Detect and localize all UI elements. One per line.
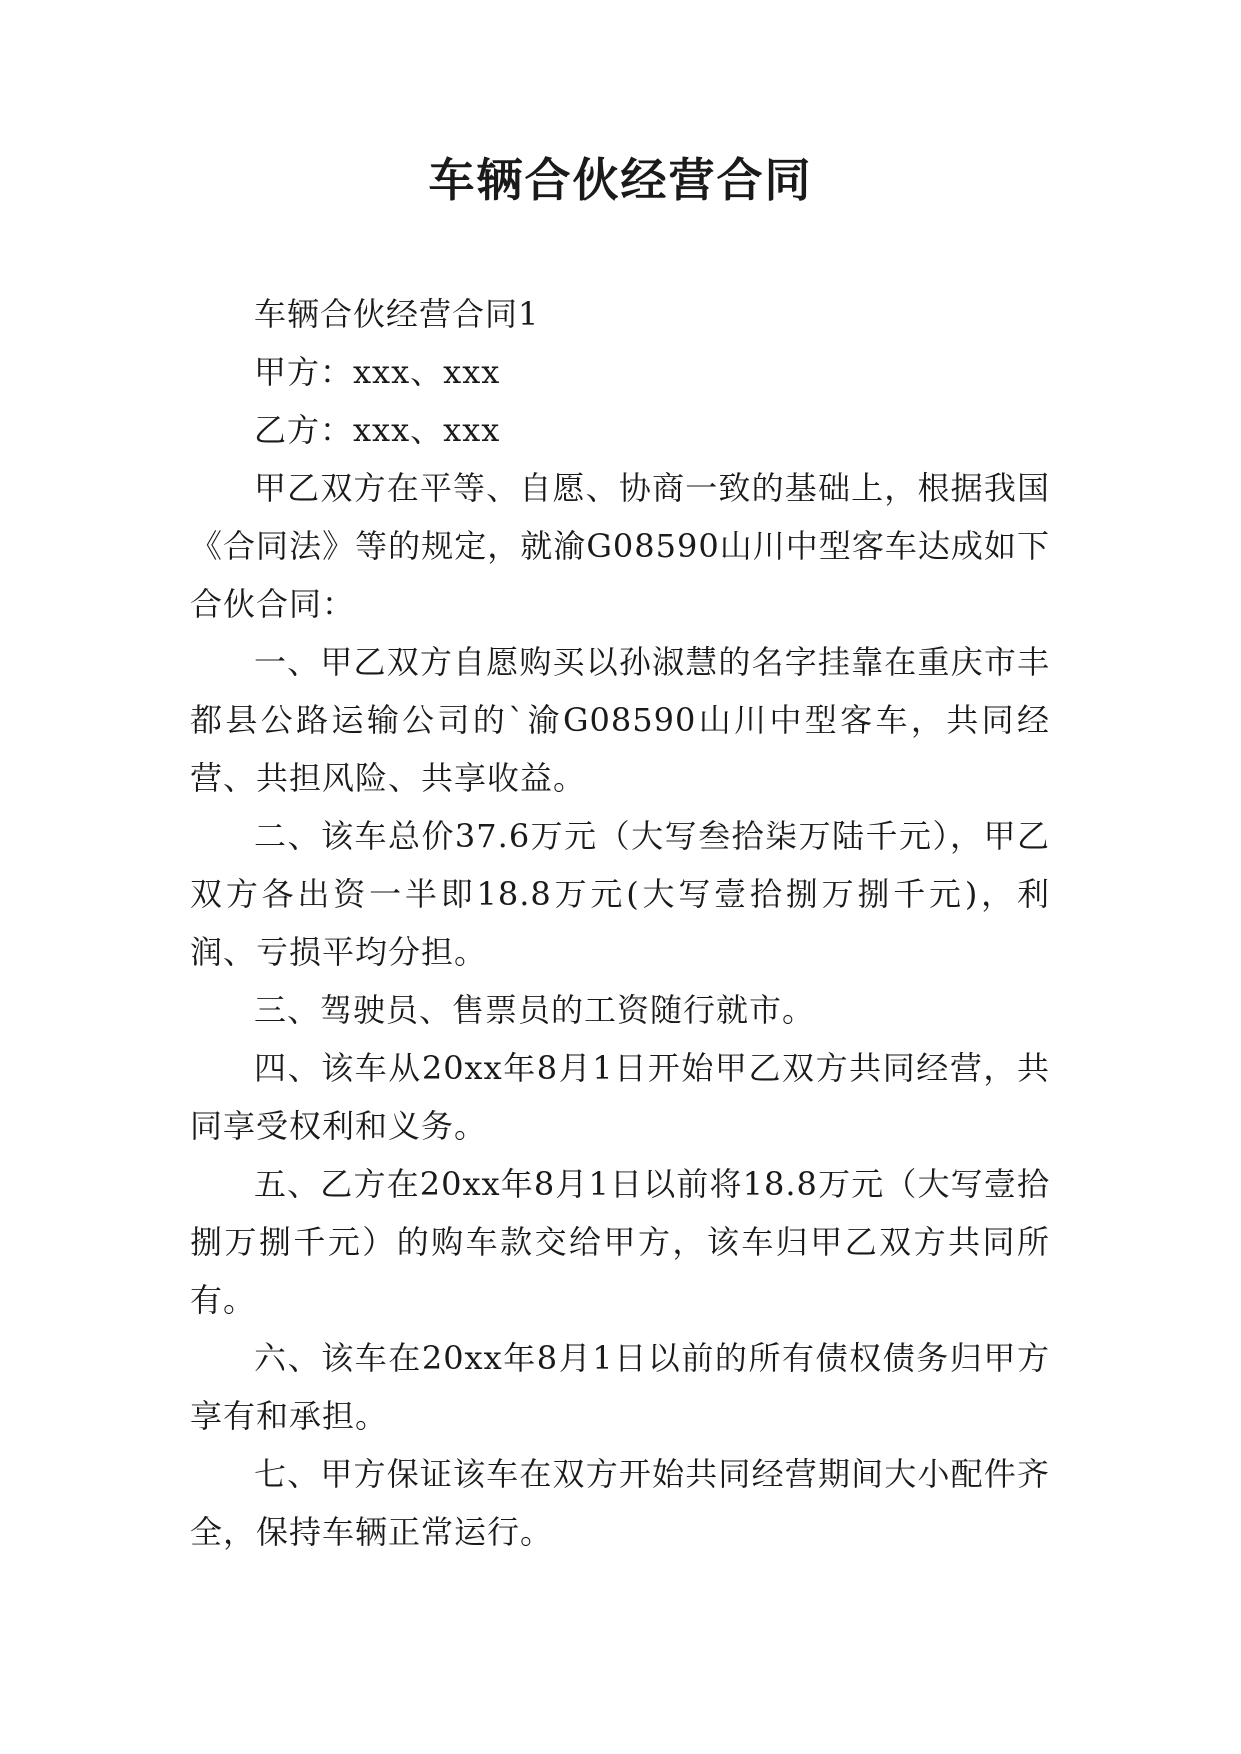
contract-subtitle: 车辆合伙经营合同1 (254, 295, 540, 333)
preamble-paragraph: 甲乙双方在平等、自愿、协商一致的基础上，根据我国《合同法》等的规定，就渝G08590山川中型客车达成如下合伙合同： (190, 469, 1050, 623)
party-a-line: 甲方：xxx、xxx (254, 353, 501, 391)
clause-4: 四、该车从20xx年8月1日开始甲乙双方共同经营，共同享受权利和义务。 (190, 1049, 1050, 1145)
document-title: 车辆合伙经营合同 (428, 153, 813, 207)
clause-6: 六、该车在20xx年8月1日以前的所有债权债务归甲方享有和承担。 (190, 1339, 1050, 1435)
clause-5: 五、乙方在20xx年8月1日以前将18.8万元（大写壹拾捌万捌千元）的购车款交给甲方，该车归甲乙双方共同所有。 (190, 1165, 1050, 1319)
clause-3: 三、驾驶员、售票员的工资随行就市。 (254, 991, 816, 1029)
clause-2: 二、该车总价37.6万元（大写叁拾柒万陆千元），甲乙双方各出资一半即18.8万元(大写壹拾捌万捌千元)，利润、亏损平均分担。 (190, 817, 1050, 971)
clause-1: 一、甲乙双方自愿购买以孙淑慧的名字挂靠在重庆市丰都县公路运输公司的`渝G08590山川中型客车，共同经营、共担风险、共享收益。 (190, 643, 1050, 797)
document-body (190, 285, 1050, 1561)
party-b-line: 乙方：xxx、xxx (254, 411, 501, 449)
clause-7: 七、甲方保证该车在双方开始共同经营期间大小配件齐全，保持车辆正常运行。 (190, 1455, 1050, 1551)
